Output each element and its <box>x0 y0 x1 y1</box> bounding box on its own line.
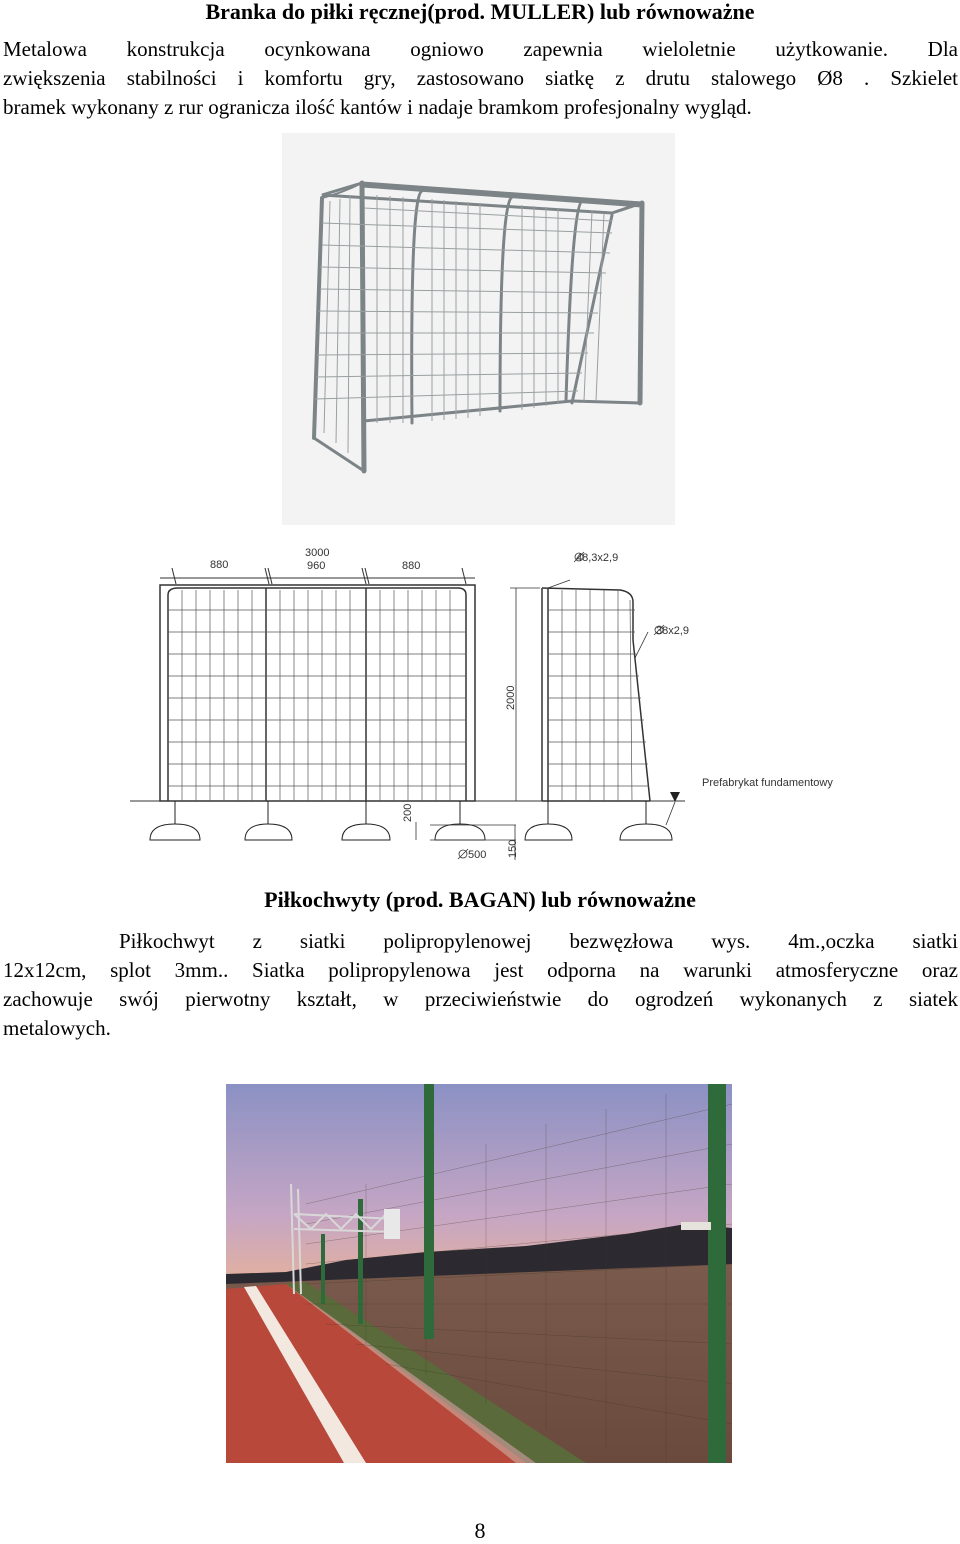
dimension-label: 880 <box>402 560 421 572</box>
paragraph-line: Metalowa konstrukcja ocynkowana ogniowo zapewnia wieloletnie użytkowanie. Dla <box>3 37 958 61</box>
paragraph-line: bramek wykonany z rur ogranicza ilość kantów i nadaje bramkom profesjonalny wygląd. <box>3 95 752 119</box>
foundation-label: Prefabrykat fundamentowy <box>702 777 833 789</box>
paragraph-line: zachowuje swój pierwotny kształt, w przeciwieństwie do ogrodzeń wykonanych z siatek <box>3 987 958 1011</box>
handball-goal-description <box>3 35 958 122</box>
paragraph-line: Piłkochwyt z siatki polipropylenowej bezwęzłowa wys. 4m.,oczka siatki <box>119 929 958 953</box>
dimension-label: 880 <box>210 559 229 571</box>
page-number: 8 <box>474 1518 486 1543</box>
dimension-label: 200 <box>402 803 414 822</box>
dimension-label: 960 <box>307 560 326 572</box>
ball-catcher-photo <box>226 1084 732 1463</box>
ball-catcher-description <box>3 927 958 1043</box>
dimension-label: 150 <box>507 839 519 858</box>
pipe-label: 38x2,9 <box>656 625 690 637</box>
dimension-label: 3000 <box>305 547 330 559</box>
paragraph-line: metalowych. <box>3 1016 111 1040</box>
handball-goal-photo <box>282 133 675 525</box>
paragraph-line: zwiększenia stabilności i komfortu gry, zastosowano siatkę z drutu stalowego Ø8 . Szkielet <box>3 66 958 90</box>
section-title-handball-goal: Branka do piłki ręcznej(prod. MULLER) lub równoważne <box>205 0 755 24</box>
pipe-label: 48,3x2,9 <box>576 552 619 564</box>
paragraph-line: 12x12cm, splot 3mm.. Siatka polipropylenowa jest odporna na warunki atmosferyczne oraz <box>3 958 958 982</box>
dimension-label: 2000 <box>505 685 517 710</box>
section-title-ball-catcher: Piłkochwyty (prod. BAGAN) lub równoważne <box>264 887 696 912</box>
handball-goal-technical-drawing <box>130 540 850 870</box>
dimension-label: 500 <box>468 849 487 861</box>
